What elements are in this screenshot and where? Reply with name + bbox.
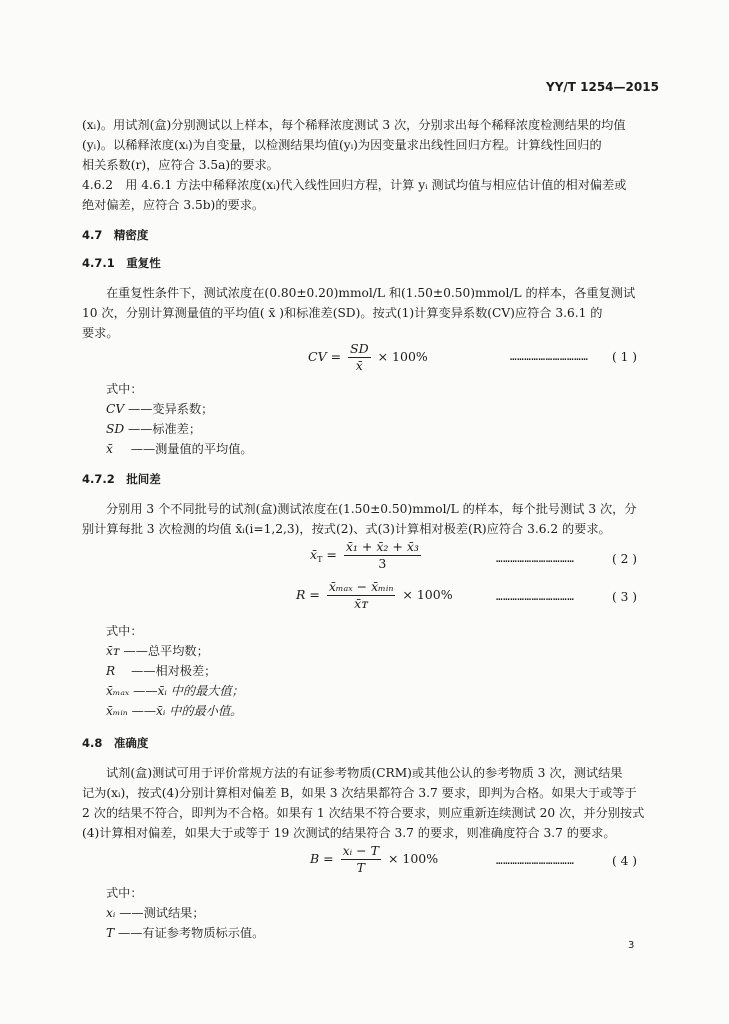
formula-rhs: × 100% — [387, 851, 439, 866]
definition-row — [106, 906, 205, 920]
paragraph-line: 要求。 — [82, 326, 119, 340]
formula-lhs: x̄ — [310, 547, 318, 562]
formula-leader-dots: …………………………… — [496, 854, 575, 867]
definition-symbol: R — [106, 664, 116, 678]
page-number: 3 — [628, 940, 635, 951]
formula-leader-dots: …………………………… — [510, 350, 589, 363]
definition-row — [106, 704, 242, 718]
formula-equals: = — [326, 547, 337, 562]
definition-symbol: x̄ᴛ — [106, 644, 120, 658]
definition-symbol: x̄ — [106, 442, 113, 456]
definition-dash: —— — [128, 402, 153, 416]
formula-1 — [308, 342, 428, 373]
paragraph-line: 2 次的结果不符合，即判为不合格。如果有 1 次结果不符合要求，则应重新连续测试 20 次，并分别按式 — [82, 806, 645, 820]
definition-symbol: xᵢ — [106, 906, 116, 920]
definition-text: 总平均数； — [147, 644, 209, 658]
formula-number: ( 4 ) — [612, 854, 638, 868]
formula-3 — [296, 580, 453, 611]
definition-symbol: x̄ₘᵢₙ — [106, 704, 128, 718]
definition-row — [106, 644, 209, 658]
clause-4-6-2: 4.6.2 用 4.6.1 方法中稀释浓度(xᵢ)代入线性回归方程，计算 yᵢ 测试均值与相应估计值的相对偏差或 — [82, 178, 627, 192]
formula-2 — [310, 540, 424, 571]
definition-row — [106, 684, 244, 698]
fraction-numerator: x̄₁ + x̄₂ + x̄₃ — [345, 539, 419, 554]
paragraph-line: 分别用 3 个不同批号的试剂(盒)测试浓度在(1.50±0.50)mmol/L 的样本，每个批号测试 3 次，分 — [106, 502, 637, 516]
definition-text: 测试结果； — [143, 906, 205, 920]
definition-dash: —— — [131, 664, 156, 678]
fraction-denominator: 3 — [378, 556, 387, 571]
definition-row — [106, 664, 216, 678]
formula-leader-dots: …………………………… — [496, 552, 575, 565]
formula-lhs: R = — [296, 587, 320, 602]
formula-lhs: B = — [310, 851, 334, 866]
definition-dash: —— — [131, 704, 156, 718]
formula-number: ( 2 ) — [612, 552, 638, 566]
paragraph-line: (yᵢ)。以稀释浓度(xᵢ)为自变量，以检测结果均值(yᵢ)为因变量求出线性回归方程。计算线性回归的 — [82, 138, 602, 152]
section-heading-4-7: 4.7 精密度 — [82, 228, 149, 242]
definition-dash: —— — [123, 644, 148, 658]
section-heading-4-7-2: 4.7.2 批间差 — [82, 472, 161, 486]
fraction-numerator: xᵢ − T — [342, 843, 379, 858]
definition-dash: —— — [133, 684, 158, 698]
definition-dash: —— — [128, 422, 153, 436]
paragraph-line: 记为(xᵢ)，按式(4)分别计算相对偏差 B，如果 3 次结果都符合 3.7 要求，即判为合格。如果大于或等于 — [82, 786, 637, 800]
definition-symbol: SD — [106, 422, 125, 436]
formula-fraction — [327, 580, 396, 611]
fraction-numerator: x̄ₘₐₓ − x̄ₘᵢₙ — [328, 579, 394, 594]
definition-text: x̄ᵢ 中的最大值； — [157, 684, 244, 698]
formula-number: ( 1 ) — [612, 350, 638, 364]
definition-text: 相对极差； — [155, 664, 217, 678]
fraction-denominator: T — [356, 860, 365, 875]
formula-4 — [310, 844, 438, 875]
formula-rhs: × 100% — [377, 349, 428, 364]
section-heading-4-7-1: 4.7.1 重复性 — [82, 256, 161, 270]
definition-row — [106, 926, 264, 940]
definition-text: 有证参考物质标示值。 — [142, 926, 265, 940]
paragraph-line: (4)计算相对偏差，如果大于或等于 19 次测试的结果符合 3.7 的要求，则准确度符合 3.7 的要求。 — [82, 826, 616, 840]
paragraph-line: 试剂(盒)测试可用于评价常规方法的有证参考物质(CRM)或其他公认的参考物质 3 次，测试结果 — [106, 766, 623, 780]
formula-fraction — [341, 844, 381, 875]
formula-lhs: CV = — [308, 349, 342, 364]
fraction-numerator: SD — [350, 341, 369, 356]
where-label: 式中： — [106, 624, 143, 638]
definition-text: x̄ᵢ 中的最小值。 — [156, 704, 243, 718]
paragraph-line: 绝对偏差，应符合 3.5b)的要求。 — [82, 198, 265, 212]
formula-rhs: × 100% — [402, 587, 453, 602]
definition-dash: —— — [130, 442, 156, 456]
paragraph-line: 别计算每批 3 次检测的均值 x̄ᵢ(i=1,2,3)，按式(2)、式(3)计算相对极差(R)应符合 3.6.2 的要求。 — [82, 522, 611, 536]
definition-row — [106, 442, 253, 456]
definition-row — [106, 422, 201, 436]
where-label: 式中： — [106, 886, 143, 900]
section-heading-4-8: 4.8 准确度 — [82, 736, 149, 750]
definition-text: 标准差； — [152, 422, 202, 436]
formula-fraction — [348, 342, 371, 373]
definition-text: 变异系数； — [152, 402, 214, 416]
definition-symbol: T — [106, 926, 115, 940]
paragraph-line: 相关系数(r)，应符合 3.5a)的要求。 — [82, 158, 279, 172]
fraction-denominator: x̄ — [355, 358, 363, 373]
formula-number: ( 3 ) — [612, 590, 638, 604]
definition-symbol: x̄ₘₐₓ — [106, 684, 130, 698]
formula-leader-dots: …………………………… — [496, 590, 575, 603]
definition-text: 测量值的平均值。 — [155, 442, 253, 456]
fraction-denominator: x̄ᴛ — [354, 596, 369, 611]
definition-dash: —— — [118, 926, 143, 940]
formula-fraction — [344, 540, 421, 571]
paragraph-line: 在重复性条件下，测试浓度在(0.80±0.20)mmol/L 和(1.50±0.50)mmol/L 的样本，各重复测试 — [106, 286, 636, 300]
where-label: 式中： — [106, 382, 143, 396]
formula-lhs-subscript: T — [317, 555, 323, 564]
definition-dash: —— — [119, 906, 144, 920]
paragraph-line: (xᵢ)。用试剂(盒)分别测试以上样本，每个稀释浓度测试 3 次，分别求出每个稀释浓度检测结果的均值 — [82, 118, 626, 132]
paragraph-line: 10 次，分别计算测量值的平均值( x̄ )和标准差(SD)。按式(1)计算变异系数(CV)应符合 3.6.1 的 — [82, 306, 603, 320]
definition-symbol: CV — [106, 402, 125, 416]
standard-code: YY/T 1254—2015 — [546, 80, 659, 94]
definition-row — [106, 402, 213, 416]
